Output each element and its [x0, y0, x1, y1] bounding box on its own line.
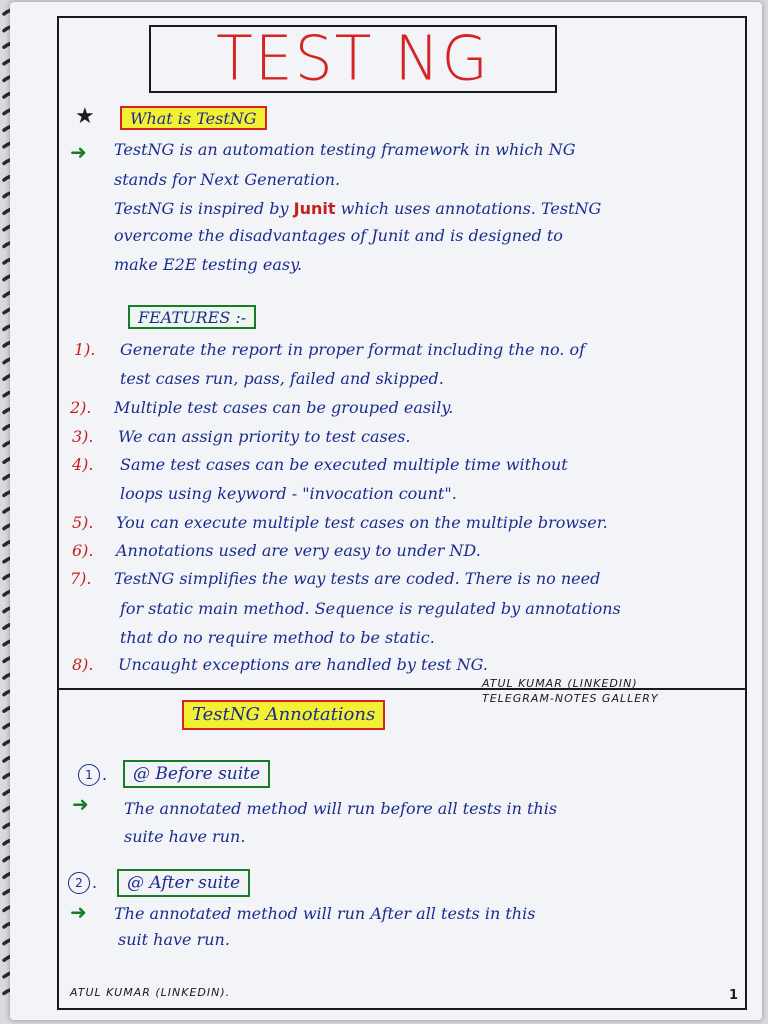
feature-line: Same test cases can be executed multiple time without — [120, 455, 568, 474]
what-is-line-3 — [114, 199, 601, 218]
what-is-text-a: TestNG is inspired by — [114, 199, 289, 218]
feature-num: 3). — [72, 427, 94, 446]
feature-num: 4). — [72, 455, 94, 474]
feature-num: 5). — [72, 513, 94, 532]
star-icon: ★ — [75, 104, 95, 129]
feature-line: that do no require method to be static. — [120, 628, 435, 647]
annotation-name-after-suite: @ After suite — [117, 869, 250, 897]
number-dot: . — [102, 765, 108, 784]
section-heading-what-is: What is TestNG — [120, 106, 267, 130]
feature-line: We can assign priority to test cases. — [118, 427, 411, 446]
what-is-line-5: make E2E testing easy. — [114, 255, 303, 274]
annotation-number-1: 1 — [78, 764, 100, 786]
feature-line: test cases run, pass, failed and skipped. — [120, 369, 444, 388]
what-is-line-4: overcome the disadvantages of Junit and is designed to — [114, 226, 563, 245]
feature-num: 2). — [70, 398, 92, 417]
feature-line: Multiple test cases can be grouped easily. — [114, 398, 454, 417]
annotation-number-2: 2 — [68, 872, 90, 894]
feature-line: Uncaught exceptions are handled by test NG. — [118, 655, 488, 674]
arrow-icon: ➜ — [70, 140, 87, 164]
feature-line: Annotations used are very easy to under ND. — [116, 541, 481, 560]
junit-word: Junit — [293, 199, 336, 218]
feature-line: Generate the report in proper format including the no. of — [120, 340, 586, 359]
section-heading-annotations: TestNG Annotations — [182, 700, 385, 730]
annotation-desc-line: suit have run. — [118, 930, 230, 949]
feature-line: You can execute multiple test cases on the multiple browser. — [116, 513, 608, 532]
footer-signature: ATUL KUMAR (LINKEDIN). — [70, 986, 231, 999]
what-is-line-2: stands for Next Generation. — [114, 170, 341, 189]
feature-num: 6). — [72, 541, 94, 560]
feature-line: loops using keyword - "invocation count". — [120, 484, 457, 503]
signature-linkedin: ATUL KUMAR (LINKEDIN) — [482, 677, 638, 690]
annotation-desc-line: The annotated method will run before all tests in this — [124, 799, 558, 818]
feature-num: 8). — [72, 655, 94, 674]
feature-line: for static main method. Sequence is regulated by annotations — [120, 599, 621, 618]
number-dot: . — [92, 873, 98, 892]
what-is-text-b: which uses annotations. TestNG — [340, 199, 602, 218]
arrow-icon: ➜ — [70, 900, 87, 924]
feature-num: 7). — [70, 569, 92, 588]
page-number: 1 — [728, 988, 738, 1003]
annotation-name-before-suite: @ Before suite — [123, 760, 270, 788]
title-box — [149, 25, 557, 93]
section-divider — [57, 688, 747, 690]
annotation-desc-line: The annotated method will run After all tests in this — [114, 904, 536, 923]
feature-num: 1). — [74, 340, 96, 359]
section-heading-features: FEATURES :- — [128, 305, 256, 329]
arrow-icon: ➜ — [72, 792, 89, 816]
signature-telegram: TELEGRAM-NOTES GALLERY — [482, 692, 659, 705]
what-is-line-1: TestNG is an automation testing framework in which NG — [114, 140, 576, 159]
annotation-desc-line: suite have run. — [124, 827, 246, 846]
page-title: TEST NG — [216, 23, 490, 95]
feature-line: TestNG simplifies the way tests are coded. There is no need — [114, 569, 601, 588]
